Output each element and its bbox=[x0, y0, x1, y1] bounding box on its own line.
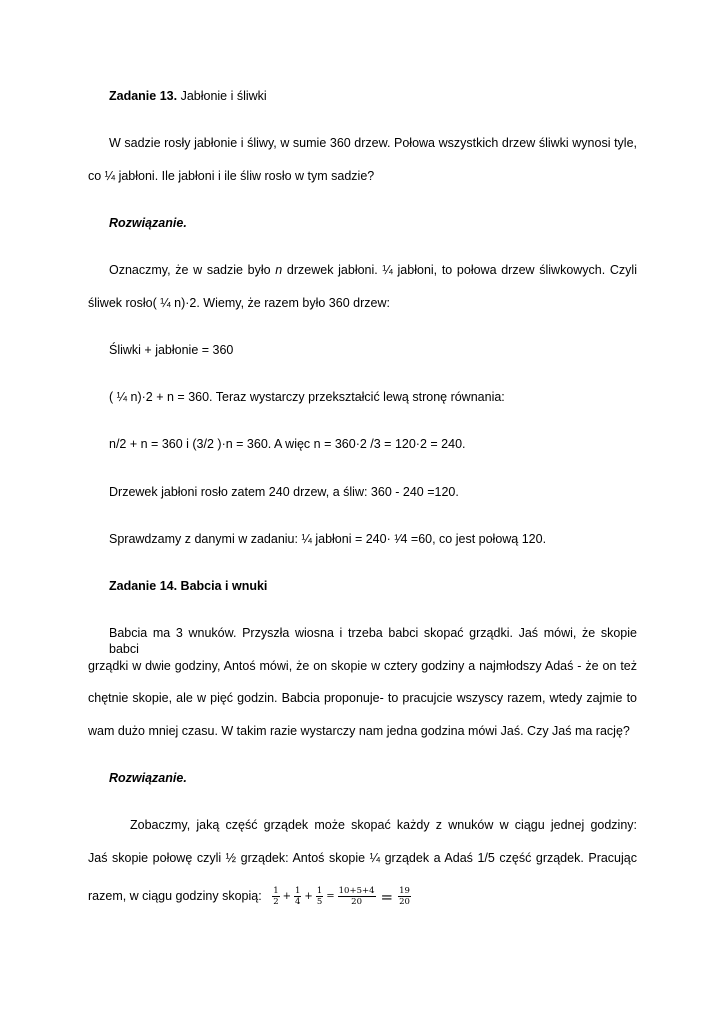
task-14-text-line-1: Babcia ma 3 wnuków. Przyszła wiosna i trzeba babci skopać grządki. Jaś mówi, że skopie babci bbox=[109, 626, 637, 656]
fraction-sum: $\frac{10+5+4}{20}$ bbox=[338, 886, 375, 908]
task-13-solution-label: Rozwiązanie. bbox=[109, 216, 187, 230]
task-13-equation-2: n/2 + n = 360 i (3/2 )·n = 360. A więc n = 360·2 /3 = 120·2 = 240. bbox=[109, 437, 466, 451]
task-14-text-line-3: chętnie skopie, ale w pięć godzin. Babcia proponuje- to pracujcie wszyscy razem, wtedy zajmie to bbox=[88, 691, 637, 705]
task-13-text-line-2: co ¼ jabłoni. Ile jabłoni i ile śliw rosło w tym sadzie? bbox=[88, 169, 375, 183]
task-13-solution-line-1 bbox=[109, 262, 637, 278]
solution-line-1-part-b: drzewek jabłoni. ¼ jabłoni, to połowa drzew śliwkowych. Czyli bbox=[282, 263, 637, 277]
task-14-solution-line-3 bbox=[88, 883, 412, 910]
task-14-solution-line-2: Jaś skopie połowę czyli ½ grządek: Antoś skopie ¼ grządek a Adaś 1/5 część grządek. Pracując bbox=[88, 851, 637, 865]
task-14-solution-line-1: Zobaczmy, jaką część grządek może skopać każdy z wnuków w ciągu jednej godziny: bbox=[130, 818, 637, 832]
solution-line-1-part-a: Oznaczmy, że w sadzie było bbox=[109, 263, 276, 277]
task-14-text-line-2: grządki w dwie godziny, Antoś mówi, że on skopie w cztery godziny a najmłodszy Adaś - że on też bbox=[88, 659, 637, 673]
fraction-one-fifth: $\frac{1}{5}$ bbox=[316, 886, 323, 908]
task-13-solution-line-2: śliwek rosło( ¼ n)·2. Wiemy, że razem było 360 drzew: bbox=[88, 296, 390, 310]
sum-formula bbox=[271, 886, 412, 908]
variable-n: n bbox=[275, 263, 283, 277]
plus-sign: + bbox=[282, 890, 291, 902]
task-13-heading-number: Zadanie 13. bbox=[109, 89, 178, 103]
task-13-heading-title: Jabłonie i śliwki bbox=[177, 89, 267, 103]
equals-sign: = bbox=[326, 890, 335, 902]
task-14-solution-label: Rozwiązanie. bbox=[109, 771, 187, 785]
task-13-equation-words: Śliwki + jabłonie = 360 bbox=[109, 343, 234, 357]
task-13-heading bbox=[109, 88, 267, 104]
task-14-heading: Zadanie 14. Babcia i wnuki bbox=[109, 579, 268, 593]
task-13-answer: Drzewek jabłoni rosło zatem 240 drzew, a śliw: 360 - 240 =120. bbox=[109, 485, 459, 499]
task-13-text-line-1: W sadzie rosły jabłonie i śliwy, w sumie 360 drzew. Połowa wszystkich drzew śliwki wynosi tyle, bbox=[109, 136, 637, 150]
task-13-check: Sprawdzamy z danymi w zadaniu: ¼ jabłoni = 240· ¹⁄4 =60, co jest połową 120. bbox=[109, 532, 547, 546]
task-14-text-line-4: wam dużo mniej czasu. W takim razie wystarczy nam jedna godzina mówi Jaś. Czy Jaś ma rację? bbox=[88, 724, 630, 738]
fraction-one-quarter: $\frac{1}{4}$ bbox=[295, 886, 301, 908]
fraction-one-half: $\frac{1}{2}$ bbox=[273, 886, 279, 908]
solution-line-3-text: razem, w ciągu godziny skopią: bbox=[88, 889, 262, 903]
task-13-equation-1: ( ¼ n)·2 + n = 360. Teraz wystarczy przekształcić lewą stronę równania: bbox=[109, 390, 505, 404]
plus-sign: + bbox=[304, 890, 313, 902]
equals-sign: = bbox=[380, 887, 394, 906]
fraction-result: $\frac{19}{20}$ bbox=[399, 886, 410, 908]
